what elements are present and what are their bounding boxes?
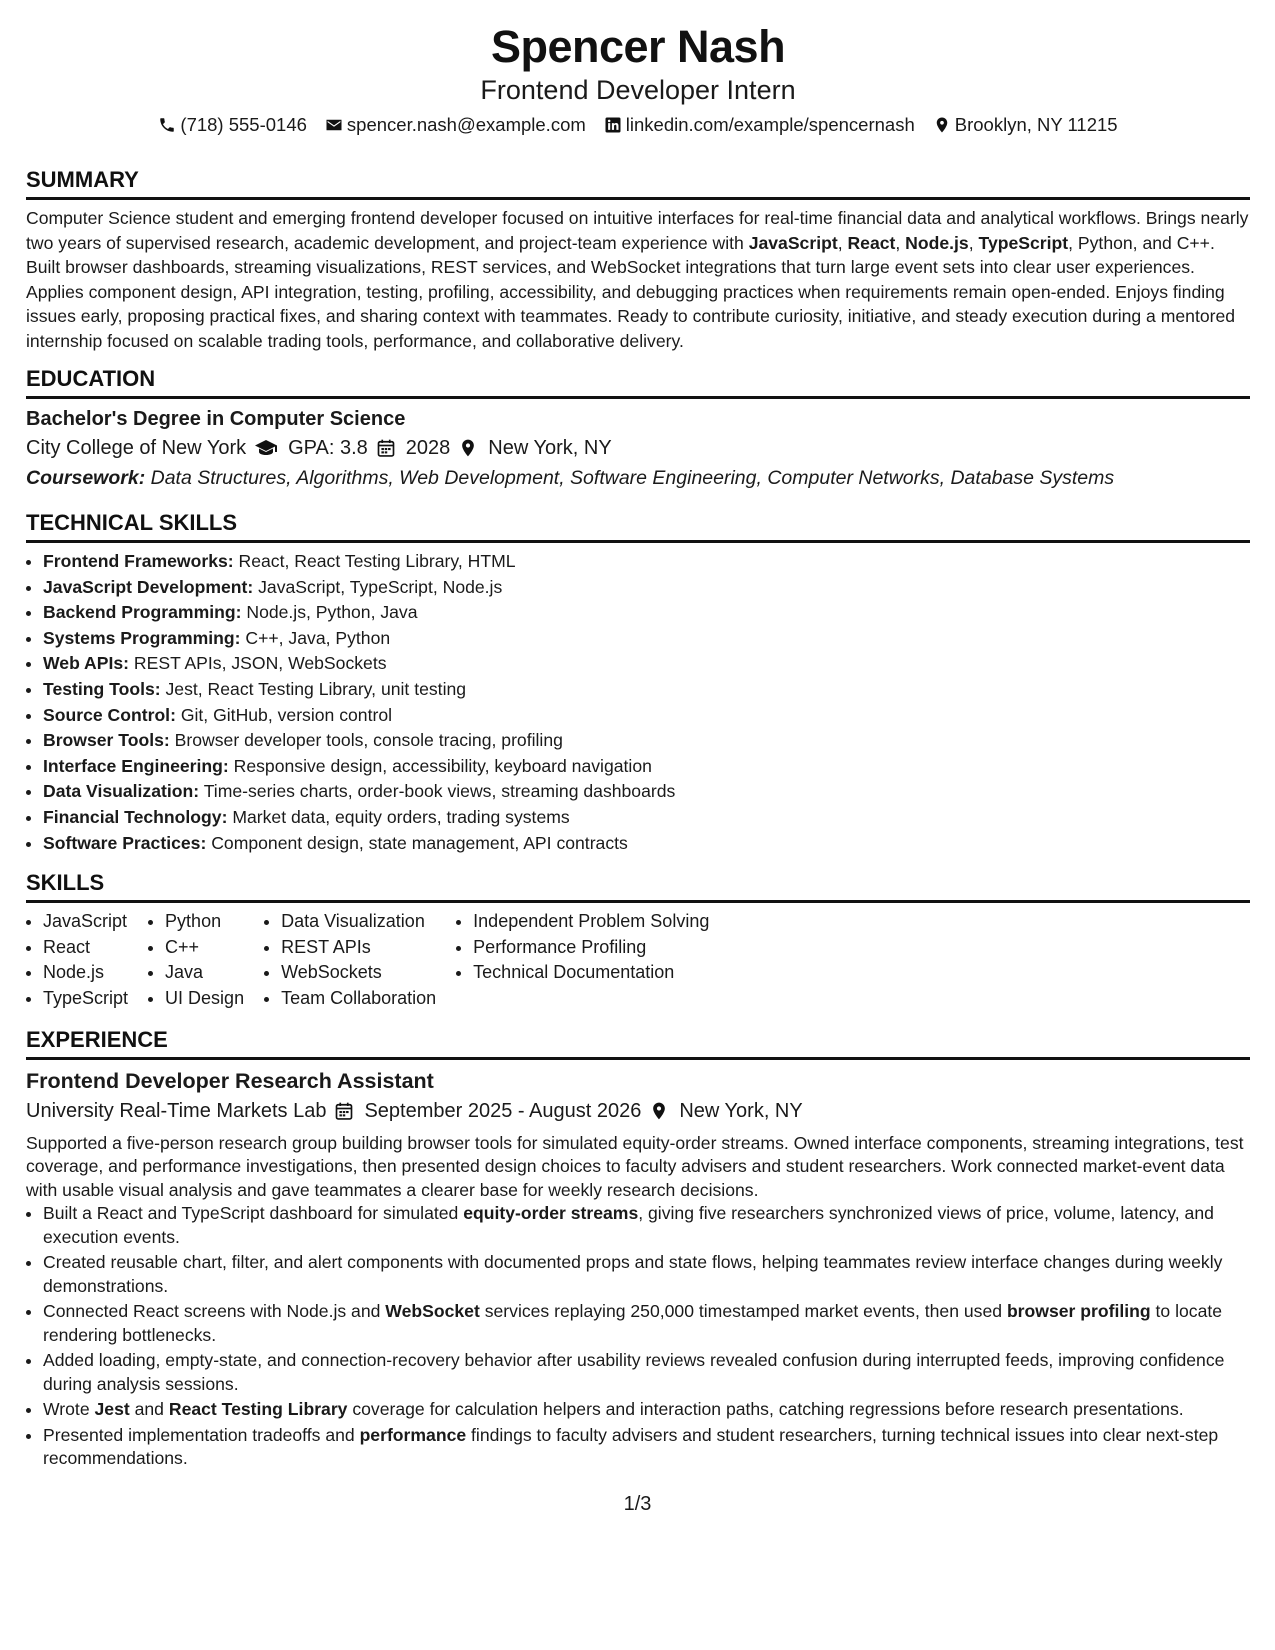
school-text: City College of New York (26, 437, 247, 459)
skill-item: • Data Visualization (281, 909, 436, 935)
skills-column (148, 909, 244, 1011)
skill-item: • UI Design (165, 986, 244, 1012)
map-pin-icon (458, 438, 478, 458)
technical-skill-item (43, 703, 1250, 729)
employer-text: University Real-Time Markets Lab (26, 1099, 327, 1122)
text-run: services replaying 250,000 timestamped market events, then used (479, 1301, 1007, 1321)
job-location-text: New York, NY (679, 1099, 803, 1122)
resume-header (26, 20, 1250, 138)
bold-text: Jest (94, 1399, 130, 1419)
job-bullet (43, 1349, 1250, 1396)
technical-skills-list (26, 549, 1250, 856)
skill-values: Market data, equity orders, trading systems (232, 806, 570, 827)
graduation-cap-icon (254, 436, 278, 460)
text-run: to locate rendering bottlenecks. (43, 1301, 1223, 1345)
skill-values: REST APIs, JSON, WebSockets (133, 653, 387, 674)
skill-item: • Independent Problem Solving (473, 909, 709, 935)
candidate-title: Frontend Developer Intern (480, 75, 796, 105)
skill-values: Git, GitHub, version control (180, 704, 393, 725)
skill-item: • Performance Profiling (473, 935, 709, 961)
skill-values: Responsive design, accessibility, keyboard navigation (233, 755, 652, 776)
candidate-name: Spencer Nash (490, 21, 786, 72)
linkedin-text[interactable]: linkedin.com/example/spencernash (625, 114, 915, 135)
skill-category: Interface Engineering: (43, 755, 229, 776)
experience-section (26, 1026, 1250, 1471)
skill-values: Node.js, Python, Java (246, 602, 418, 623)
job-meta (26, 1096, 1250, 1126)
envelope-icon (325, 116, 343, 134)
text-run: , giving five researchers synchronized views of price, volume, latency, and execution events. (43, 1203, 1214, 1247)
skill-category: Backend Programming: (43, 602, 242, 623)
contact-location (933, 112, 1118, 138)
technical-skill-item (43, 626, 1250, 652)
education-location-text: New York, NY (488, 437, 612, 459)
location-text: Brooklyn, NY 11215 (954, 114, 1118, 135)
technical-skill-item (43, 754, 1250, 780)
education-location (488, 433, 611, 463)
skill-values: Component design, state management, API contracts (211, 832, 628, 853)
bold-text: Node.js (905, 232, 969, 253)
skill-values: Browser developer tools, console tracing, profiling (174, 730, 563, 751)
map-pin-icon (649, 1101, 669, 1121)
skill-values: JavaScript, TypeScript, Node.js (258, 576, 503, 597)
skill-category: Browser Tools: (43, 730, 170, 751)
skill-item: • Team Collaboration (281, 986, 436, 1012)
skill-item: • React (43, 935, 128, 961)
text-run: Created reusable chart, filter, and alert components with documented props and state flows, helping teammates review interface changes during weekly demonstrations. (43, 1252, 1223, 1296)
bold-text: React (847, 232, 896, 253)
skill-category: JavaScript Development: (43, 576, 254, 597)
technical-skill-item (43, 651, 1250, 677)
skill-category: Software Practices: (43, 832, 207, 853)
education-section (26, 365, 1250, 493)
education-heading: EDUCATION (26, 365, 1250, 399)
phone-text: (718) 555-0146 (180, 114, 307, 135)
job-dates (364, 1096, 669, 1126)
technical-skill-item (43, 779, 1250, 805)
calendar-icon (376, 438, 396, 458)
summary-section (26, 166, 1250, 353)
text-run: , (837, 232, 848, 253)
technical-skill-item (43, 549, 1250, 575)
skill-category: Testing Tools: (43, 678, 161, 699)
text-run: and (129, 1399, 169, 1419)
job-bullet (43, 1251, 1250, 1298)
skills-grid (26, 909, 1250, 1011)
text-run: , Python, and C++. Built browser dashboards, streaming visualizations, REST services, and WebSocket integrations that turn large event sets into clear user experiences. Applies component design, API integration, testing, profiling, accessibility, and debugging practices when requirements remain open-ended. Enjoys finding issues early, proposing practical fixes, and sharing context with teammates. Ready to contribute curiosity, initiative, and steady execution during a mentored internship focused on scalable trading tools, performance, and collaborative delivery. (26, 232, 1236, 351)
technical-skill-item (43, 831, 1250, 857)
education-meta (26, 433, 1250, 463)
skill-item: • Node.js (43, 960, 128, 986)
text-run: Built a React and TypeScript dashboard for simulated (43, 1203, 464, 1223)
skills-column (26, 909, 128, 1011)
technical-skill-item (43, 805, 1250, 831)
skill-values: Time-series charts, order-book views, streaming dashboards (203, 781, 676, 802)
summary-heading: SUMMARY (26, 166, 1250, 200)
bold-text: WebSocket (385, 1301, 480, 1321)
text-run: , (895, 232, 906, 253)
text-run: Wrote (43, 1399, 95, 1419)
skill-category: Financial Technology: (43, 806, 228, 827)
technical-skill-item (43, 728, 1250, 754)
degree-title: Bachelor's Degree in Computer Science (26, 408, 406, 430)
skill-values: React, React Testing Library, HTML (238, 551, 516, 571)
technical-skills-section (26, 509, 1250, 856)
email-text[interactable]: spencer.nash@example.com (346, 114, 586, 135)
skills-column (456, 909, 709, 1011)
text-run: , (968, 232, 979, 253)
job-bullets (26, 1202, 1250, 1471)
skill-item: • Python (165, 909, 244, 935)
job-bullet (43, 1424, 1250, 1471)
job-bullet (43, 1300, 1250, 1347)
text-run: findings to faculty advisers and student researchers, turning technical issues into clear next-step recommendations. (43, 1424, 1219, 1468)
contact-email[interactable] (325, 112, 586, 138)
skill-item: • C++ (165, 935, 244, 961)
text-run: Computer Science student and emerging frontend developer focused on intuitive interfaces for real-time financial data and analytical workflows. Brings nearly two years of supervised research, academic development, and project-team experience with (26, 208, 1249, 253)
skill-category: Data Visualization: (43, 781, 200, 802)
skill-values: C++, Java, Python (245, 627, 391, 648)
skills-section (26, 869, 1250, 1011)
job-description: Supported a five-person research group building browser tools for simulated equity-order streams. Owned interface components, streaming integrations, test coverage, and performance investigations, then presented design choices to faculty advisers and student researchers. Work connected market-event data with usable visual analysis and gave teammates a clearer base for weekly research decisions. (26, 1132, 1244, 1200)
job-title: Frontend Developer Research Assistant (26, 1068, 434, 1093)
page-number: 1/3 (623, 1493, 652, 1515)
skill-category: Frontend Frameworks: (43, 551, 234, 571)
job-bullet (43, 1202, 1250, 1249)
skill-category: Systems Programming: (43, 627, 241, 648)
skill-item: • TypeScript (43, 986, 128, 1012)
skill-values: Jest, React Testing Library, unit testing (165, 678, 467, 699)
experience-heading: EXPERIENCE (26, 1026, 1250, 1060)
school-name (26, 433, 278, 463)
gpa (288, 433, 396, 463)
skill-category: Source Control: (43, 704, 176, 725)
calendar-icon (334, 1101, 354, 1121)
skill-item: • Technical Documentation (473, 960, 709, 986)
bold-text: browser profiling (1006, 1301, 1151, 1321)
summary-text (26, 206, 1250, 353)
resume-page (26, 20, 1250, 1473)
contact-phone (158, 112, 307, 138)
text-run: Connected React screens with Node.js and (43, 1301, 386, 1321)
text-run: Added loading, empty-state, and connection-recovery behavior after usability reviews revealed confusion during interrupted feeds, improving confidence during analysis sessions. (43, 1350, 1225, 1394)
coursework-list: Data Structures, Algorithms, Web Development, Software Engineering, Computer Networks, Database Systems (150, 467, 1115, 489)
text-run: Presented implementation tradeoffs and (43, 1424, 360, 1445)
skill-item: • WebSockets (281, 960, 436, 986)
bold-text: equity-order streams (463, 1203, 639, 1223)
linkedin-icon (604, 116, 622, 134)
skill-item: • Java (165, 960, 244, 986)
skill-item: • JavaScript (43, 909, 128, 935)
coursework (26, 463, 1250, 493)
technical-skill-item (43, 600, 1250, 626)
technical-skill-item (43, 677, 1250, 703)
coursework-label: Coursework: (26, 467, 146, 489)
contact-linkedin[interactable] (604, 112, 915, 138)
job-bullet (43, 1398, 1250, 1422)
bold-text: JavaScript (748, 232, 838, 253)
bold-text: performance (359, 1424, 467, 1445)
skills-heading: SKILLS (26, 869, 1250, 903)
map-pin-icon (933, 116, 951, 134)
skills-column (264, 909, 436, 1011)
technical-skills-heading: TECHNICAL SKILLS (26, 509, 1250, 543)
bold-text: React Testing Library (168, 1399, 348, 1419)
text-run: coverage for calculation helpers and interaction paths, catching regressions before research presentations. (347, 1399, 1184, 1419)
skill-category: Web APIs: (43, 653, 130, 674)
graduation-year (406, 433, 479, 463)
skill-item: • REST APIs (281, 935, 436, 961)
phone-icon (158, 116, 176, 134)
job-dates-text: September 2025 - August 2026 (364, 1099, 642, 1122)
gpa-text: GPA: 3.8 (288, 437, 368, 459)
employer (26, 1096, 354, 1126)
contact-row (26, 112, 1250, 138)
year-text: 2028 (405, 437, 451, 459)
bold-text: TypeScript (978, 232, 1069, 253)
technical-skill-item (43, 575, 1250, 601)
job-location (679, 1096, 802, 1126)
